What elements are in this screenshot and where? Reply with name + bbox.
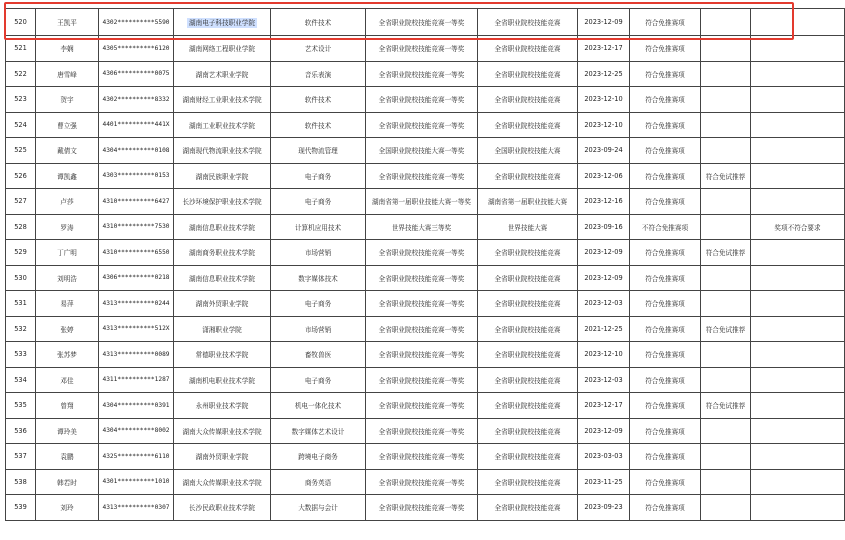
- name-cell[interactable]: 曾翔: [36, 393, 99, 419]
- status-cell[interactable]: 符合免推赛项: [630, 469, 701, 495]
- table-row[interactable]: [6, 367, 845, 393]
- major-cell[interactable]: 软件技术: [271, 112, 366, 138]
- table-row[interactable]: [6, 240, 845, 266]
- id-number-cell[interactable]: 4301**********1010: [99, 469, 174, 495]
- date-cell[interactable]: 2023-12-06: [578, 163, 630, 189]
- award-cell[interactable]: 全省职业院校技能竞赛一等奖: [366, 393, 478, 419]
- name-cell[interactable]: 张婷: [36, 316, 99, 342]
- note-cell[interactable]: [751, 418, 845, 444]
- id-number-cell[interactable]: 4304**********0108: [99, 138, 174, 164]
- major-cell[interactable]: 商务英语: [271, 469, 366, 495]
- note-cell[interactable]: [751, 444, 845, 470]
- note-cell[interactable]: 奖项不符合要求: [751, 214, 845, 240]
- table-row[interactable]: [6, 9, 845, 36]
- competition-cell[interactable]: 全省职业院校技能竞赛: [478, 291, 578, 317]
- note-cell[interactable]: [751, 163, 845, 189]
- remark-cell[interactable]: [701, 444, 751, 470]
- table-row[interactable]: [6, 36, 845, 62]
- remark-cell[interactable]: [701, 342, 751, 368]
- award-cell[interactable]: 全省职业院校技能竞赛一等奖: [366, 112, 478, 138]
- school-cell[interactable]: 湖南现代物流职业技术学院: [174, 138, 271, 164]
- school-cell[interactable]: 湖南艺术职业学院: [174, 61, 271, 87]
- status-cell[interactable]: 不符合免推赛项: [630, 214, 701, 240]
- status-cell[interactable]: 符合免推赛项: [630, 87, 701, 113]
- status-cell[interactable]: 符合免推赛项: [630, 265, 701, 291]
- table-row[interactable]: [6, 112, 845, 138]
- competition-cell[interactable]: 全省职业院校技能竞赛: [478, 393, 578, 419]
- table-row[interactable]: [6, 444, 845, 470]
- note-cell[interactable]: [751, 87, 845, 113]
- selected-text: 湖南电子科技职业学院: [189, 19, 255, 27]
- major-cell[interactable]: 计算机应用技术: [271, 214, 366, 240]
- name-cell[interactable]: 谭凯鑫: [36, 163, 99, 189]
- row-number[interactable]: 524: [6, 112, 36, 138]
- id-number-cell[interactable]: 4303**********0153: [99, 163, 174, 189]
- status-cell[interactable]: 符合免推赛项: [630, 291, 701, 317]
- row-number[interactable]: 527: [6, 189, 36, 215]
- row-number[interactable]: 532: [6, 316, 36, 342]
- major-cell[interactable]: 艺术设计: [271, 36, 366, 62]
- competition-cell[interactable]: 世界技能大赛: [478, 214, 578, 240]
- name-cell[interactable]: 刘玲: [36, 495, 99, 521]
- date-cell[interactable]: 2023-09-16: [578, 214, 630, 240]
- school-cell[interactable]: 湖南民族职业学院: [174, 163, 271, 189]
- date-cell[interactable]: 2023-12-03: [578, 367, 630, 393]
- major-cell[interactable]: 市场营销: [271, 240, 366, 266]
- award-cell[interactable]: 全省职业院校技能竞赛一等奖: [366, 291, 478, 317]
- major-cell[interactable]: 电子商务: [271, 291, 366, 317]
- status-cell[interactable]: 符合免推赛项: [630, 61, 701, 87]
- status-cell[interactable]: 符合免推赛项: [630, 418, 701, 444]
- school-cell[interactable]: 湖南网络工程职业学院: [174, 36, 271, 62]
- status-cell[interactable]: 符合免推赛项: [630, 36, 701, 62]
- id-number-cell[interactable]: 4313**********0307: [99, 495, 174, 521]
- note-cell[interactable]: [751, 240, 845, 266]
- school-cell[interactable]: 湖南机电职业技术学院: [174, 367, 271, 393]
- status-cell[interactable]: 符合免推赛项: [630, 444, 701, 470]
- table-row[interactable]: [6, 393, 845, 419]
- award-cell[interactable]: 全省职业院校技能竞赛一等奖: [366, 367, 478, 393]
- table-body: [6, 9, 845, 521]
- date-cell[interactable]: 2023-12-03: [578, 291, 630, 317]
- name-cell[interactable]: 贺宇: [36, 87, 99, 113]
- table-row[interactable]: [6, 265, 845, 291]
- row-number[interactable]: 534: [6, 367, 36, 393]
- name-cell[interactable]: 唐雪峰: [36, 61, 99, 87]
- table-row[interactable]: [6, 418, 845, 444]
- name-cell[interactable]: 张苏梦: [36, 342, 99, 368]
- school-cell[interactable]: 湖南财经工业职业技术学院: [174, 87, 271, 113]
- award-cell[interactable]: 全省职业院校技能竞赛一等奖: [366, 418, 478, 444]
- row-number[interactable]: 539: [6, 495, 36, 521]
- award-cell[interactable]: 全省职业院校技能竞赛一等奖: [366, 342, 478, 368]
- competition-cell[interactable]: 全省职业院校技能竞赛: [478, 265, 578, 291]
- major-cell[interactable]: 电子商务: [271, 367, 366, 393]
- id-number-cell[interactable]: 4304**********0391: [99, 393, 174, 419]
- major-cell[interactable]: 音乐表演: [271, 61, 366, 87]
- status-cell[interactable]: 符合免推赛项: [630, 316, 701, 342]
- major-cell[interactable]: 数字媒体技术: [271, 265, 366, 291]
- major-cell[interactable]: 大数据与会计: [271, 495, 366, 521]
- table-row[interactable]: [6, 214, 845, 240]
- id-number-cell[interactable]: 4310**********6427: [99, 189, 174, 215]
- id-number-cell[interactable]: 4325**********6110: [99, 444, 174, 470]
- id-number-cell[interactable]: 4302**********5590: [99, 9, 174, 36]
- school-cell[interactable]: 湖南信息职业技术学院: [174, 265, 271, 291]
- remark-cell[interactable]: [701, 469, 751, 495]
- name-cell[interactable]: 刘明浩: [36, 265, 99, 291]
- award-cell[interactable]: 全省职业院校技能竞赛一等奖: [366, 61, 478, 87]
- major-cell[interactable]: 软件技术: [271, 87, 366, 113]
- note-cell[interactable]: [751, 291, 845, 317]
- school-cell[interactable]: 湖南大众传媒职业技术学院: [174, 469, 271, 495]
- award-cell[interactable]: 全省职业院校技能竞赛一等奖: [366, 9, 478, 36]
- name-cell[interactable]: 谭玲美: [36, 418, 99, 444]
- id-number-cell[interactable]: 4401**********441X: [99, 112, 174, 138]
- major-cell[interactable]: 市场营销: [271, 316, 366, 342]
- name-cell[interactable]: 曹立强: [36, 112, 99, 138]
- date-cell[interactable]: 2023-12-10: [578, 112, 630, 138]
- table-row[interactable]: [6, 469, 845, 495]
- competition-cell[interactable]: 全省职业院校技能竞赛: [478, 36, 578, 62]
- competition-cell[interactable]: 全省职业院校技能竞赛: [478, 367, 578, 393]
- major-cell[interactable]: 跨境电子商务: [271, 444, 366, 470]
- row-number[interactable]: 523: [6, 87, 36, 113]
- id-number-cell[interactable]: 4313**********0244: [99, 291, 174, 317]
- row-number[interactable]: 522: [6, 61, 36, 87]
- award-cell[interactable]: 全省职业院校技能竞赛一等奖: [366, 240, 478, 266]
- row-number[interactable]: 537: [6, 444, 36, 470]
- remark-cell[interactable]: [701, 418, 751, 444]
- award-cell[interactable]: 全省职业院校技能竞赛一等奖: [366, 469, 478, 495]
- note-cell[interactable]: [751, 393, 845, 419]
- note-cell[interactable]: [751, 367, 845, 393]
- status-cell[interactable]: 符合免推赛项: [630, 112, 701, 138]
- school-cell[interactable]: 长沙环境保护职业技术学院: [174, 189, 271, 215]
- status-cell[interactable]: 符合免推赛项: [630, 495, 701, 521]
- remark-cell[interactable]: [701, 367, 751, 393]
- table-row[interactable]: [6, 342, 845, 368]
- status-cell[interactable]: 符合免推赛项: [630, 9, 701, 36]
- remark-cell[interactable]: [701, 9, 751, 36]
- name-cell[interactable]: 易萍: [36, 291, 99, 317]
- school-cell[interactable]: 潇湘职业学院: [174, 316, 271, 342]
- row-number[interactable]: 529: [6, 240, 36, 266]
- competition-cell[interactable]: 全省职业院校技能竞赛: [478, 240, 578, 266]
- status-cell[interactable]: 符合免推赛项: [630, 189, 701, 215]
- status-cell[interactable]: 符合免推赛项: [630, 138, 701, 164]
- name-cell[interactable]: 戴倩文: [36, 138, 99, 164]
- competition-cell[interactable]: 全省职业院校技能竞赛: [478, 9, 578, 36]
- id-number-cell[interactable]: 4306**********0075: [99, 61, 174, 87]
- date-cell[interactable]: 2023-12-17: [578, 393, 630, 419]
- remark-cell[interactable]: [701, 87, 751, 113]
- award-cell[interactable]: 全省职业院校技能竞赛一等奖: [366, 316, 478, 342]
- competition-cell[interactable]: 全省职业院校技能竞赛: [478, 495, 578, 521]
- remark-cell[interactable]: [701, 265, 751, 291]
- id-number-cell[interactable]: 4304**********8002: [99, 418, 174, 444]
- note-cell[interactable]: [751, 112, 845, 138]
- status-cell[interactable]: 符合免推赛项: [630, 163, 701, 189]
- competition-cell[interactable]: 全省职业院校技能竞赛: [478, 316, 578, 342]
- name-cell[interactable]: 丁广明: [36, 240, 99, 266]
- row-number[interactable]: 520: [6, 9, 36, 36]
- remark-cell[interactable]: [701, 138, 751, 164]
- name-cell[interactable]: 韩若时: [36, 469, 99, 495]
- table-row[interactable]: [6, 61, 845, 87]
- remark-cell[interactable]: 符合免试推荐: [701, 316, 751, 342]
- remark-cell[interactable]: [701, 112, 751, 138]
- award-cell[interactable]: 全省职业院校技能竞赛一等奖: [366, 163, 478, 189]
- status-cell[interactable]: 符合免推赛项: [630, 393, 701, 419]
- competition-cell[interactable]: 全省职业院校技能竞赛: [478, 444, 578, 470]
- row-number[interactable]: 528: [6, 214, 36, 240]
- row-number[interactable]: 525: [6, 138, 36, 164]
- row-number[interactable]: 533: [6, 342, 36, 368]
- school-cell[interactable]: 常德职业技术学院: [174, 342, 271, 368]
- remark-cell[interactable]: [701, 291, 751, 317]
- remark-cell[interactable]: 符合免试推荐: [701, 393, 751, 419]
- row-number[interactable]: 538: [6, 469, 36, 495]
- competition-cell[interactable]: 全省职业院校技能竞赛: [478, 469, 578, 495]
- id-number-cell[interactable]: 4310**********7530: [99, 214, 174, 240]
- date-cell[interactable]: 2023-09-23: [578, 495, 630, 521]
- table-row[interactable]: [6, 189, 845, 215]
- results-table: [5, 8, 845, 521]
- major-cell[interactable]: 电子商务: [271, 163, 366, 189]
- competition-cell[interactable]: 全省职业院校技能竞赛: [478, 87, 578, 113]
- spreadsheet: [5, 8, 821, 521]
- date-cell[interactable]: 2023-12-17: [578, 36, 630, 62]
- competition-cell[interactable]: 全省职业院校技能竞赛: [478, 163, 578, 189]
- status-cell[interactable]: 符合免推赛项: [630, 342, 701, 368]
- remark-cell[interactable]: [701, 36, 751, 62]
- row-number[interactable]: 536: [6, 418, 36, 444]
- date-cell[interactable]: 2023-12-10: [578, 87, 630, 113]
- table-row[interactable]: [6, 495, 845, 521]
- major-cell[interactable]: 现代物流管理: [271, 138, 366, 164]
- competition-cell[interactable]: 全国职业院校技能大赛: [478, 138, 578, 164]
- school-cell[interactable]: 湖南外贸职业学院: [174, 444, 271, 470]
- id-number-cell[interactable]: 4313**********0089: [99, 342, 174, 368]
- id-number-cell[interactable]: 4305**********6120: [99, 36, 174, 62]
- school-cell[interactable]: 永州职业技术学院: [174, 393, 271, 419]
- award-cell[interactable]: 世界技能大赛三等奖: [366, 214, 478, 240]
- award-cell[interactable]: 全国职业院校技能大赛一等奖: [366, 138, 478, 164]
- school-cell[interactable]: [174, 9, 271, 36]
- remark-cell[interactable]: [701, 189, 751, 215]
- competition-cell[interactable]: 全省职业院校技能竞赛: [478, 418, 578, 444]
- date-cell[interactable]: 2023-09-24: [578, 138, 630, 164]
- award-cell[interactable]: 全省职业院校技能竞赛一等奖: [366, 36, 478, 62]
- competition-cell[interactable]: 全省职业院校技能竞赛: [478, 61, 578, 87]
- award-cell[interactable]: 湖南省第一届职业技能大赛一等奖: [366, 189, 478, 215]
- status-cell[interactable]: 符合免推赛项: [630, 240, 701, 266]
- note-cell[interactable]: [751, 495, 845, 521]
- note-cell[interactable]: [751, 342, 845, 368]
- competition-cell[interactable]: 全省职业院校技能竞赛: [478, 112, 578, 138]
- note-cell[interactable]: [751, 316, 845, 342]
- id-number-cell[interactable]: 4311**********1287: [99, 367, 174, 393]
- table-row[interactable]: [6, 138, 845, 164]
- award-cell[interactable]: 全省职业院校技能竞赛一等奖: [366, 495, 478, 521]
- school-cell[interactable]: 湖南商务职业技术学院: [174, 240, 271, 266]
- name-cell[interactable]: 袁鹏: [36, 444, 99, 470]
- major-cell[interactable]: 畜牧兽医: [271, 342, 366, 368]
- school-cell[interactable]: 湖南工业职业技术学院: [174, 112, 271, 138]
- name-cell[interactable]: 李娴: [36, 36, 99, 62]
- date-cell[interactable]: 2023-12-16: [578, 189, 630, 215]
- date-cell[interactable]: 2023-12-09: [578, 265, 630, 291]
- competition-cell[interactable]: 全省职业院校技能竞赛: [478, 342, 578, 368]
- id-number-cell[interactable]: 4302**********8332: [99, 87, 174, 113]
- note-cell[interactable]: [751, 138, 845, 164]
- major-cell[interactable]: 数字媒体艺术设计: [271, 418, 366, 444]
- note-cell[interactable]: [751, 9, 845, 36]
- major-cell[interactable]: 软件技术: [271, 9, 366, 36]
- competition-cell[interactable]: 湖南省第一届职业技能大赛: [478, 189, 578, 215]
- row-number[interactable]: 535: [6, 393, 36, 419]
- row-number[interactable]: 530: [6, 265, 36, 291]
- school-cell[interactable]: 湖南外贸职业学院: [174, 291, 271, 317]
- school-cell[interactable]: 长沙民政职业技术学院: [174, 495, 271, 521]
- date-cell[interactable]: 2023-12-25: [578, 61, 630, 87]
- id-number-cell[interactable]: 4313**********512X: [99, 316, 174, 342]
- major-cell[interactable]: 机电一体化技术: [271, 393, 366, 419]
- table-row[interactable]: [6, 291, 845, 317]
- id-number-cell[interactable]: 4310**********6550: [99, 240, 174, 266]
- row-number[interactable]: 526: [6, 163, 36, 189]
- date-cell[interactable]: 2021-12-25: [578, 316, 630, 342]
- award-cell[interactable]: 全省职业院校技能竞赛一等奖: [366, 87, 478, 113]
- date-cell[interactable]: 2023-11-25: [578, 469, 630, 495]
- award-cell[interactable]: 全省职业院校技能竞赛一等奖: [366, 444, 478, 470]
- row-number[interactable]: 521: [6, 36, 36, 62]
- note-cell[interactable]: [751, 36, 845, 62]
- remark-cell[interactable]: 符合免试推荐: [701, 240, 751, 266]
- award-cell[interactable]: 全省职业院校技能竞赛一等奖: [366, 265, 478, 291]
- note-cell[interactable]: [751, 61, 845, 87]
- table-row[interactable]: [6, 163, 845, 189]
- table-row[interactable]: [6, 87, 845, 113]
- name-cell[interactable]: 邓佳: [36, 367, 99, 393]
- name-cell[interactable]: 罗涛: [36, 214, 99, 240]
- remark-cell[interactable]: [701, 214, 751, 240]
- note-cell[interactable]: [751, 189, 845, 215]
- date-cell[interactable]: 2023-12-09: [578, 418, 630, 444]
- status-cell[interactable]: 符合免推赛项: [630, 367, 701, 393]
- id-number-cell[interactable]: 4306**********0218: [99, 265, 174, 291]
- note-cell[interactable]: [751, 469, 845, 495]
- date-cell[interactable]: 2023-12-10: [578, 342, 630, 368]
- remark-cell[interactable]: [701, 61, 751, 87]
- major-cell[interactable]: 电子商务: [271, 189, 366, 215]
- remark-cell[interactable]: [701, 495, 751, 521]
- date-cell[interactable]: 2023-12-09: [578, 9, 630, 36]
- table-row[interactable]: [6, 316, 845, 342]
- name-cell[interactable]: 王凯平: [36, 9, 99, 36]
- name-cell[interactable]: 卢莎: [36, 189, 99, 215]
- school-cell[interactable]: 湖南信息职业技术学院: [174, 214, 271, 240]
- note-cell[interactable]: [751, 265, 845, 291]
- date-cell[interactable]: 2023-03-03: [578, 444, 630, 470]
- row-number[interactable]: 531: [6, 291, 36, 317]
- school-cell[interactable]: 湖南大众传媒职业技术学院: [174, 418, 271, 444]
- date-cell[interactable]: 2023-12-09: [578, 240, 630, 266]
- remark-cell[interactable]: 符合免试推荐: [701, 163, 751, 189]
